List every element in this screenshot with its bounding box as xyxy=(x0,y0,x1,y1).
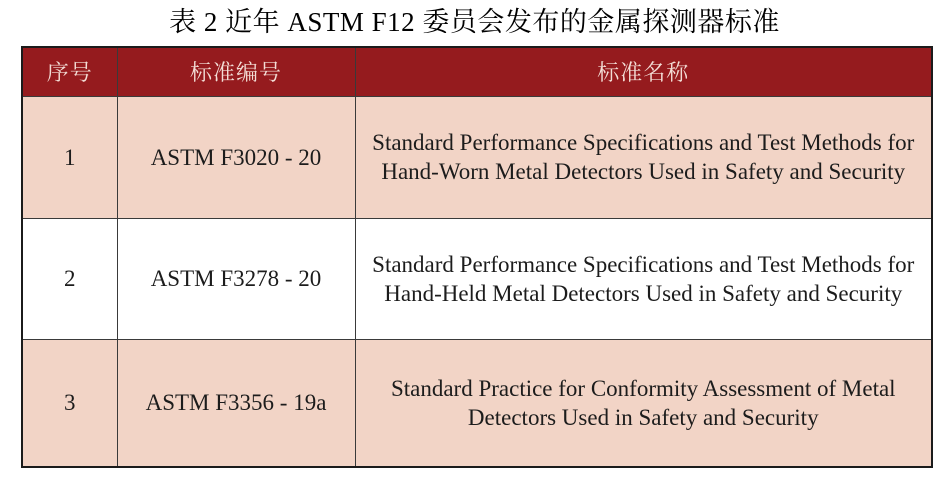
page-title: 表 2 近年 ASTM F12 委员会发布的金属探测器标准 xyxy=(169,7,780,37)
row-index: 3 xyxy=(22,339,117,467)
standard-code: ASTM F3278 - 20 xyxy=(117,218,355,339)
column-header-standard-code: 标准编号 xyxy=(117,47,355,96)
standard-name: Standard Performance Specifications and Test Methods for Hand-Worn Metal Detectors Used in Safety and Security xyxy=(355,96,932,218)
table-row xyxy=(22,96,932,218)
standard-code: ASTM F3356 - 19a xyxy=(117,339,355,467)
row-index: 2 xyxy=(22,218,117,339)
table-row xyxy=(22,218,932,339)
column-header-index: 序号 xyxy=(22,47,117,96)
table-row xyxy=(22,339,932,467)
row-index: 1 xyxy=(22,96,117,218)
standard-name: Standard Performance Specifications and Test Methods for Hand-Held Metal Detectors Used in Safety and Security xyxy=(355,218,932,339)
standards-table xyxy=(21,46,933,468)
standard-name: Standard Practice for Conformity Assessment of Metal Detectors Used in Safety and Security xyxy=(355,339,932,467)
column-header-standard-name: 标准名称 xyxy=(355,47,932,96)
standard-code: ASTM F3020 - 20 xyxy=(117,96,355,218)
table-header-row xyxy=(22,47,932,96)
